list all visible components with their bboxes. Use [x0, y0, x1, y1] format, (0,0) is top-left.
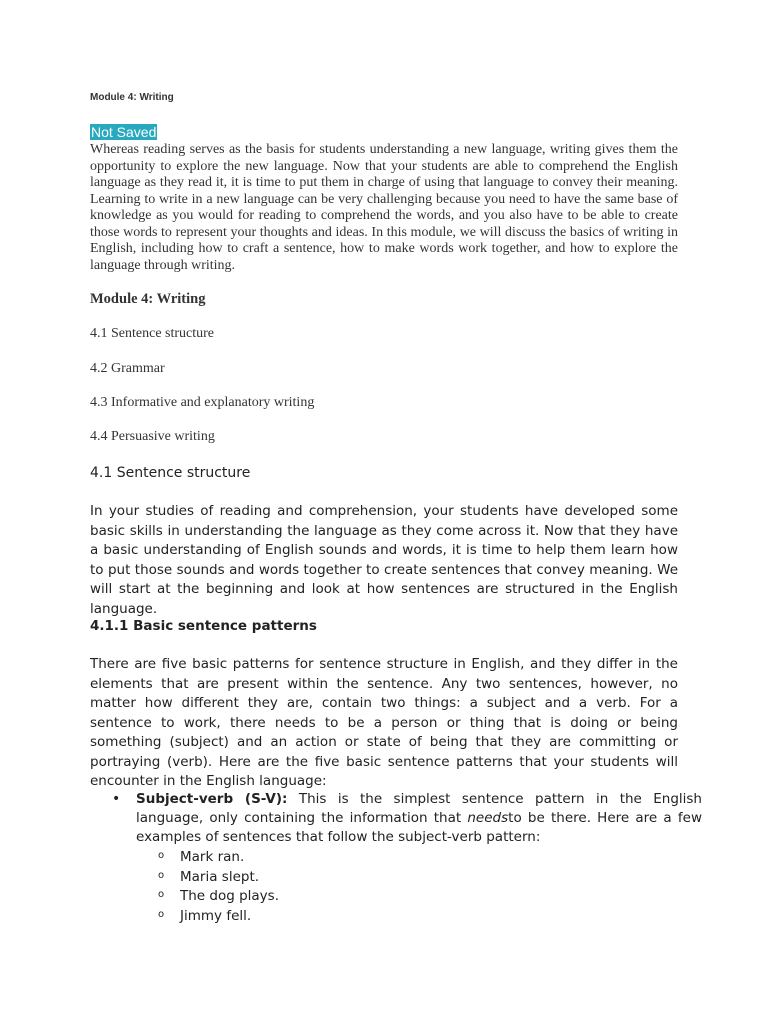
module-heading: Module 4: Writing: [90, 291, 206, 307]
example-text: Mark ran.: [180, 849, 245, 865]
list-item: [158, 887, 458, 907]
intro-paragraph: Whereas reading serves as the basis for students understanding a new language, writing gives them the opportunity to explore the new language. Now that your students are able to comprehend the English language as they read it, it is time to put them in charge of using that language to convey their meaning. Learning to write in a new language can be very challenging because you need to have the same base of knowledge as you would for reading to comprehend the words, and you also have to be able to create those words to represent your thoughts and ideas. In this module, we will discuss the basics of writing in English, including how to craft a sentence, how to make words work together, and how to explore the language through writing.: [90, 142, 678, 273]
bullet-marker: •: [112, 791, 121, 807]
example-text: Maria slept.: [180, 868, 260, 885]
toc-item-4-3: 4.3 Informative and explanatory writing: [90, 395, 315, 410]
bullet-text-after: to be there. Here are a few examples of sentences that follow the subject-verb pattern:: [136, 810, 703, 845]
toc-item-4-4: 4.4 Persuasive writing: [90, 429, 215, 444]
bullet-emphasis: needs: [467, 810, 509, 826]
example-list: [158, 848, 458, 926]
list-item: [158, 907, 458, 927]
bullet-term: Subject-verb (S-V):: [136, 791, 288, 807]
subsection-paragraph: There are five basic patterns for sentence structure in English, and they differ in the elements that are present within the sentence. Any two sentences, however, no matter how different they are, contain two things: a subject and a verb. For a sentence to work, there needs to be a person or thing that is doing or being something (subject) and an action or state of being that they are committing or portraying (verb). Here are the five basic sentence patterns that your students will encounter in the English language:: [90, 656, 678, 789]
list-marker: o: [158, 869, 165, 881]
toc-item-4-2: 4.2 Grammar: [90, 361, 165, 376]
toc-item-4-1: 4.1 Sentence structure: [90, 326, 215, 341]
bullet-text: [136, 790, 702, 847]
subsection-title: 4.1.1 Basic sentence patterns: [90, 618, 317, 634]
not-saved-badge[interactable]: Not Saved: [91, 124, 157, 140]
bullet-text-before: This is the simplest sentence pattern in the English language, only containing the information that: [136, 791, 702, 826]
list-marker: o: [158, 889, 165, 900]
list-item: [158, 848, 458, 868]
list-marker: o: [158, 908, 165, 920]
list-item: [158, 868, 458, 888]
section-paragraph: In your studies of reading and comprehension, your students have developed some basic skills in understanding the language as they come across it. Now that they have a basic understanding of English sounds and words, it is time to help them learn how to put those sounds and words together to create sentences that convey meaning. We will start at the beginning and look at how sentences are structured in the English language.: [90, 503, 678, 617]
page-header: Module 4: Writing: [90, 92, 174, 103]
example-text: The dog plays.: [180, 888, 279, 904]
list-marker: o: [158, 850, 165, 861]
example-text: Jimmy fell.: [180, 907, 252, 924]
section-title: 4.1 Sentence structure: [90, 465, 251, 481]
